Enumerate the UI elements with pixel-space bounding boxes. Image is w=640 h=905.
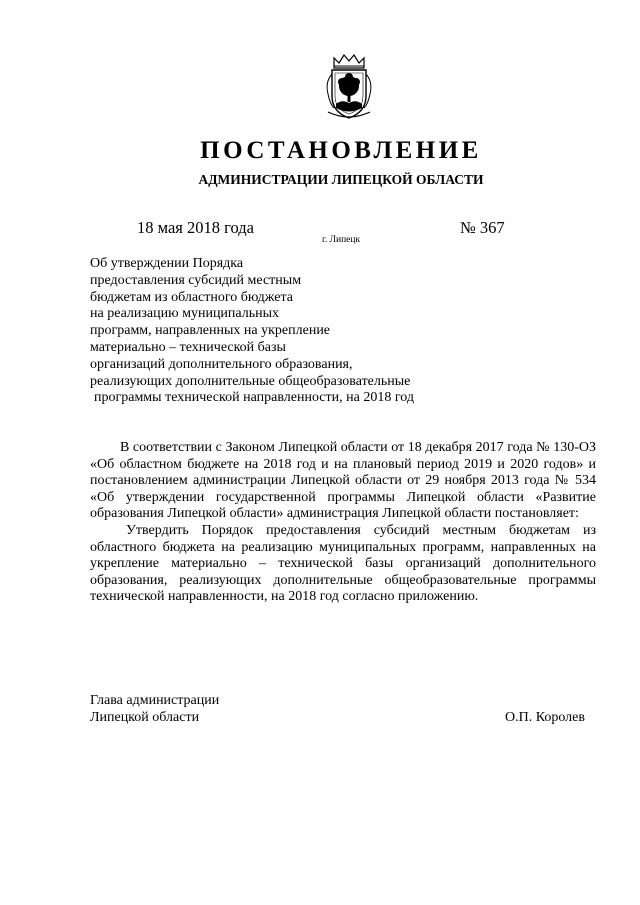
signature-position-line: Глава администрации: [90, 693, 220, 708]
document-subtitle: АДМИНИСТРАЦИИ ЛИПЕЦКОЙ ОБЛАСТИ: [198, 172, 484, 187]
body-paragraph-preamble: В соответствии с Законом Липецкой области от 18 декабря 2017 года № 130-ОЗ «Об областном бюджете на 2018 год и на плановый период 2019 и 2020 годов» и постановлением администрации Липецкой области от 29 ноября 2013 года № 534 «Об утверждении государственной программы Липецкой области «Развитие образования Липецкой области» администрация Липецкой области постановляет:: [90, 440, 596, 522]
document-city: г. Липецк: [322, 235, 361, 245]
document-body: [90, 440, 596, 606]
document-title: ПОСТАНОВЛЕНИЕ: [200, 137, 482, 164]
subject-line: программы технической направленности, на 2018 год: [94, 390, 414, 406]
signature-name: О.П. Королев: [505, 710, 585, 725]
signature-position-line: Липецкой области: [90, 710, 200, 725]
subject-line: реализующих дополнительные общеобразовательные: [90, 373, 411, 389]
document-subject: [90, 256, 470, 407]
subject-line: материально – технической базы: [90, 339, 286, 355]
subject-line: бюджетам из областного бюджета: [90, 289, 293, 305]
subject-line: на реализацию муниципальных: [90, 306, 280, 322]
signature-position: [90, 692, 219, 726]
subject-line: программ, направленных на укрепление: [90, 323, 331, 339]
subject-line: Об утверждении Порядка: [90, 256, 244, 271]
body-paragraph-resolution: Утвердить Порядок предоставления субсидий местным бюджетам из областного бюджета на реализацию муниципальных программ, направленных на укрепление материально – технической базы организаций дополнительного образования, реализующих дополнительные общеобразовательные программы технической направленности, на 2018 год согласно приложению.: [90, 522, 596, 605]
lipetsk-coat-of-arms-icon: [322, 52, 376, 122]
document-number: № 367: [460, 218, 505, 237]
subject-line: предоставления субсидий местным: [90, 272, 302, 288]
document-date: 18 мая 2018 года: [137, 218, 254, 237]
subject-line: организаций дополнительного образования,: [90, 356, 353, 372]
